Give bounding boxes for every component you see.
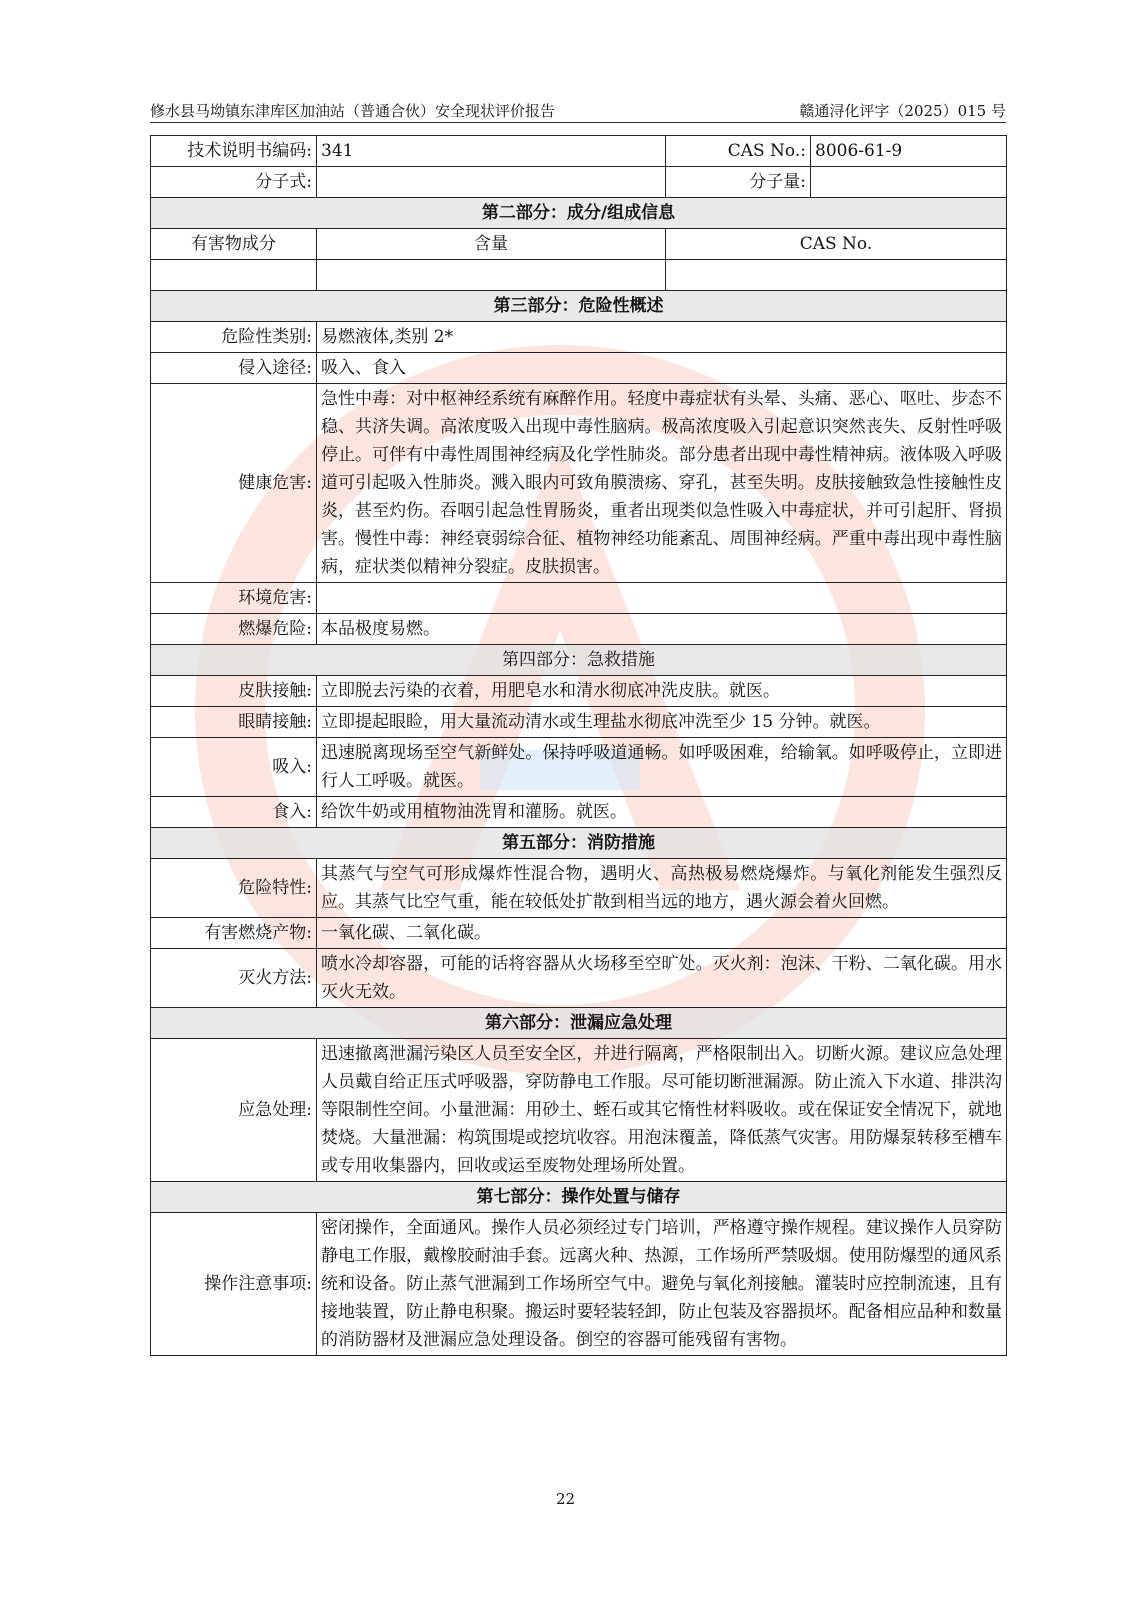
- section3-title: 第三部分：危险性概述: [151, 291, 1007, 322]
- table-row: [151, 322, 1007, 353]
- row-value: 迅速脱离现场至空气新鲜处。保持呼吸道通畅。如呼吸困难，给输氧。如呼吸停止，立即进行人工呼吸。就医。: [317, 738, 1007, 797]
- composition-col-component: 有害物成分: [151, 229, 317, 260]
- safety-data-sheet-table: [150, 135, 1007, 1356]
- row-value: 吸入、食入: [317, 353, 1007, 384]
- table-row: [151, 1039, 1007, 1182]
- composition-cell: [666, 260, 1007, 291]
- row-label: 眼睛接触:: [151, 707, 317, 738]
- composition-cell: [151, 260, 317, 291]
- document-number: 赣通浔化评字（2025）015 号: [799, 102, 1006, 120]
- row-value: 急性中毒：对中枢神经系统有麻醉作用。轻度中毒症状有头晕、头痛、恶心、呕吐、步态不稳、共济失调。高浓度吸入出现中毒性脑病。极高浓度吸入引起意识突然丧失、反射性呼吸停止。可伴有中毒性周围神经病及化学性肺炎。部分患者出现中毒性精神病。液体吸入呼吸道可引起吸入性肺炎。溅入眼内可致角膜溃疡、穿孔，甚至失明。皮肤接触致急性接触性皮炎，甚至灼伤。吞咽引起急性胃肠炎，重者出现类似急性吸入中毒症状，并可引起肝、肾损害。慢性中毒：神经衰弱综合征、植物神经功能紊乱、周围神经病。严重中毒出现中毒性脑病，症状类似精神分裂症。皮肤损害。: [317, 384, 1007, 583]
- row-label: 吸入:: [151, 738, 317, 797]
- section-heading: [151, 198, 1007, 229]
- table-row: [151, 1213, 1007, 1356]
- row-label: 健康危害:: [151, 384, 317, 583]
- composition-header-row: [151, 229, 1007, 260]
- table-row: [151, 949, 1007, 1008]
- row-value: 喷水冷却容器，可能的话将容器从火场移至空旷处。灭火剂：泡沫、干粉、二氧化碳。用水灭火无效。: [317, 949, 1007, 1008]
- formula-label: 分子式:: [151, 167, 317, 198]
- row-label: 燃爆危险:: [151, 614, 317, 645]
- section-heading: [151, 1008, 1007, 1039]
- section2-title: 第二部分：成分/组成信息: [151, 198, 1007, 229]
- cas-label: CAS No.:: [666, 136, 811, 167]
- row-label: 应急处理:: [151, 1039, 317, 1182]
- section-heading: [151, 1182, 1007, 1213]
- row-value: [317, 583, 1007, 614]
- composition-empty-row: [151, 260, 1007, 291]
- section6-title: 第六部分：泄漏应急处理: [151, 1008, 1007, 1039]
- row-label: 危险性类别:: [151, 322, 317, 353]
- section7-title: 第七部分：操作处置与储存: [151, 1182, 1007, 1213]
- mw-value: [811, 167, 1007, 198]
- row-value: 立即提起眼睑，用大量流动清水或生理盐水彻底冲洗至少 15 分钟。就医。: [317, 707, 1007, 738]
- section-heading: [151, 828, 1007, 859]
- table-row: [151, 676, 1007, 707]
- row-value: 密闭操作，全面通风。操作人员必须经过专门培训，严格遵守操作规程。建议操作人员穿防静电工作服，戴橡胶耐油手套。远离火种、热源，工作场所严禁吸烟。使用防爆型的通风系统和设备。防止蒸气泄漏到工作场所空气中。避免与氧化剂接触。灌装时应控制流速，且有接地装置，防止静电积聚。搬运时要轻装轻卸，防止包装及容器损坏。配备相应品种和数量的消防器材及泄漏应急处理设备。倒空的容器可能残留有害物。: [317, 1213, 1007, 1356]
- table-row: [151, 707, 1007, 738]
- report-title: 修水县马坳镇东津库区加油站（普通合伙）安全现状评价报告: [150, 102, 556, 120]
- info-row-code: [151, 136, 1007, 167]
- row-value: 迅速撤离泄漏污染区人员至安全区，并进行隔离，严格限制出入。切断火源。建议应急处理人员戴自给正压式呼吸器，穿防静电工作服。尽可能切断泄漏源。防止流入下水道、排洪沟等限制性空间。小量泄漏：用砂土、蛭石或其它惰性材料吸收。或在保证安全情况下，就地焚烧。大量泄漏：构筑围堤或挖坑收容。用泡沫覆盖，降低蒸气灾害。用防爆泵转移至槽车或专用收集器内，回收或运至废物处理场所处置。: [317, 1039, 1007, 1182]
- table-row: [151, 918, 1007, 949]
- row-value: 给饮牛奶或用植物油洗胃和灌肠。就医。: [317, 797, 1007, 828]
- row-value: 一氧化碳、二氧化碳。: [317, 918, 1007, 949]
- formula-value: [317, 167, 666, 198]
- composition-col-content: 含量: [317, 229, 666, 260]
- row-label: 操作注意事项:: [151, 1213, 317, 1356]
- row-value: 易燃液体,类别 2*: [317, 322, 1007, 353]
- row-label: 侵入途径:: [151, 353, 317, 384]
- section-heading: [151, 645, 1007, 676]
- row-label: 灭火方法:: [151, 949, 317, 1008]
- page-header: [150, 96, 1006, 123]
- row-label: 皮肤接触:: [151, 676, 317, 707]
- page-number: 22: [555, 1490, 576, 1508]
- section4-title: 第四部分：急救措施: [151, 645, 1007, 676]
- section5-title: 第五部分：消防措施: [151, 828, 1007, 859]
- row-label: 危险特性:: [151, 859, 317, 918]
- table-row: [151, 797, 1007, 828]
- table-row: [151, 353, 1007, 384]
- table-row: [151, 738, 1007, 797]
- row-value: 其蒸气与空气可形成爆炸性混合物，遇明火、高热极易燃烧爆炸。与氧化剂能发生强烈反应。其蒸气比空气重，能在较低处扩散到相当远的地方，遇火源会着火回燃。: [317, 859, 1007, 918]
- table-row: [151, 859, 1007, 918]
- composition-col-cas: CAS No.: [666, 229, 1007, 260]
- info-row-formula: [151, 167, 1007, 198]
- row-label: 环境危害:: [151, 583, 317, 614]
- composition-cell: [317, 260, 666, 291]
- row-label: 食入:: [151, 797, 317, 828]
- row-value: 本品极度易燃。: [317, 614, 1007, 645]
- table-row: [151, 583, 1007, 614]
- mw-label: 分子量:: [666, 167, 811, 198]
- code-label: 技术说明书编码:: [151, 136, 317, 167]
- section-heading: [151, 291, 1007, 322]
- cas-value: 8006-61-9: [811, 136, 1007, 167]
- table-row: [151, 384, 1007, 583]
- row-value: 立即脱去污染的衣着，用肥皂水和清水彻底冲洗皮肤。就医。: [317, 676, 1007, 707]
- code-value: 341: [317, 136, 666, 167]
- row-label: 有害燃烧产物:: [151, 918, 317, 949]
- table-row: [151, 614, 1007, 645]
